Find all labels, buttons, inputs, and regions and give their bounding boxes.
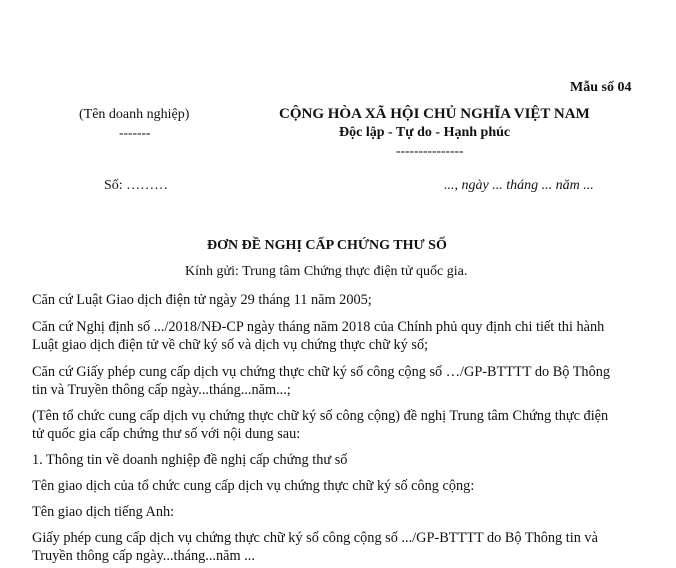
request-paragraph: (Tên tổ chức cung cấp dịch vụ chứng thực chữ ký số công cộng) đề nghị Trung tâm Chứng thực điện tử quốc gia cấp chứng thư số với nội dung sau:: [32, 408, 609, 442]
country-heading: CỘNG HÒA XÃ HỘI CHỦ NGHĨA VIỆT NAM: [279, 106, 590, 122]
field-trade-name: Tên giao dịch của tổ chức cung cấp dịch vụ chứng thực chữ ký số công cộng:: [32, 478, 475, 494]
legal-basis-2: Căn cứ Nghị định số .../2018/NĐ-CP ngày tháng năm 2018 của Chính phủ quy định chi tiết thi hành Luật giao dịch điện tử về chữ ký số và dịch vụ chứng thực chữ ký số;: [32, 319, 605, 353]
motto-divider: ---------------: [396, 143, 464, 158]
legal-basis-3: Căn cứ Giấy phép cung cấp dịch vụ chứng thực chữ ký số công cộng số …/GP-BTTTT do Bộ Thông tin và Truyền thông cấp ngày...tháng...năm...;: [32, 364, 611, 398]
company-divider: -------: [119, 125, 151, 140]
field-english-name: Tên giao dịch tiếng Anh:: [32, 504, 175, 520]
license-paragraph: Giấy phép cung cấp dịch vụ chứng thực chữ ký số công cộng số .../GP-BTTTT do Bộ Thông tin và Truyền thông cấp ngày...tháng...năm ...: [32, 530, 598, 564]
legal-basis-1: Căn cứ Luật Giao dịch điện tử ngày 29 tháng 11 năm 2005;: [32, 292, 372, 308]
document-title: ĐƠN ĐỀ NGHỊ CẤP CHỨNG THƯ SỐ: [207, 238, 447, 253]
recipient-line: Kính gửi: Trung tâm Chứng thực điện tử quốc gia.: [185, 264, 468, 279]
form-number: Mẫu số 04: [570, 80, 632, 95]
date-line: ..., ngày ... tháng ... năm ...: [444, 178, 594, 193]
document-number: Số: ………: [104, 178, 169, 193]
company-placeholder: (Tên doanh nghiệp): [79, 107, 190, 122]
section-heading-1: 1. Thông tin về doanh nghiệp đề nghị cấp chứng thư số: [32, 452, 348, 468]
motto: Độc lập - Tự do - Hạnh phúc: [339, 125, 511, 140]
